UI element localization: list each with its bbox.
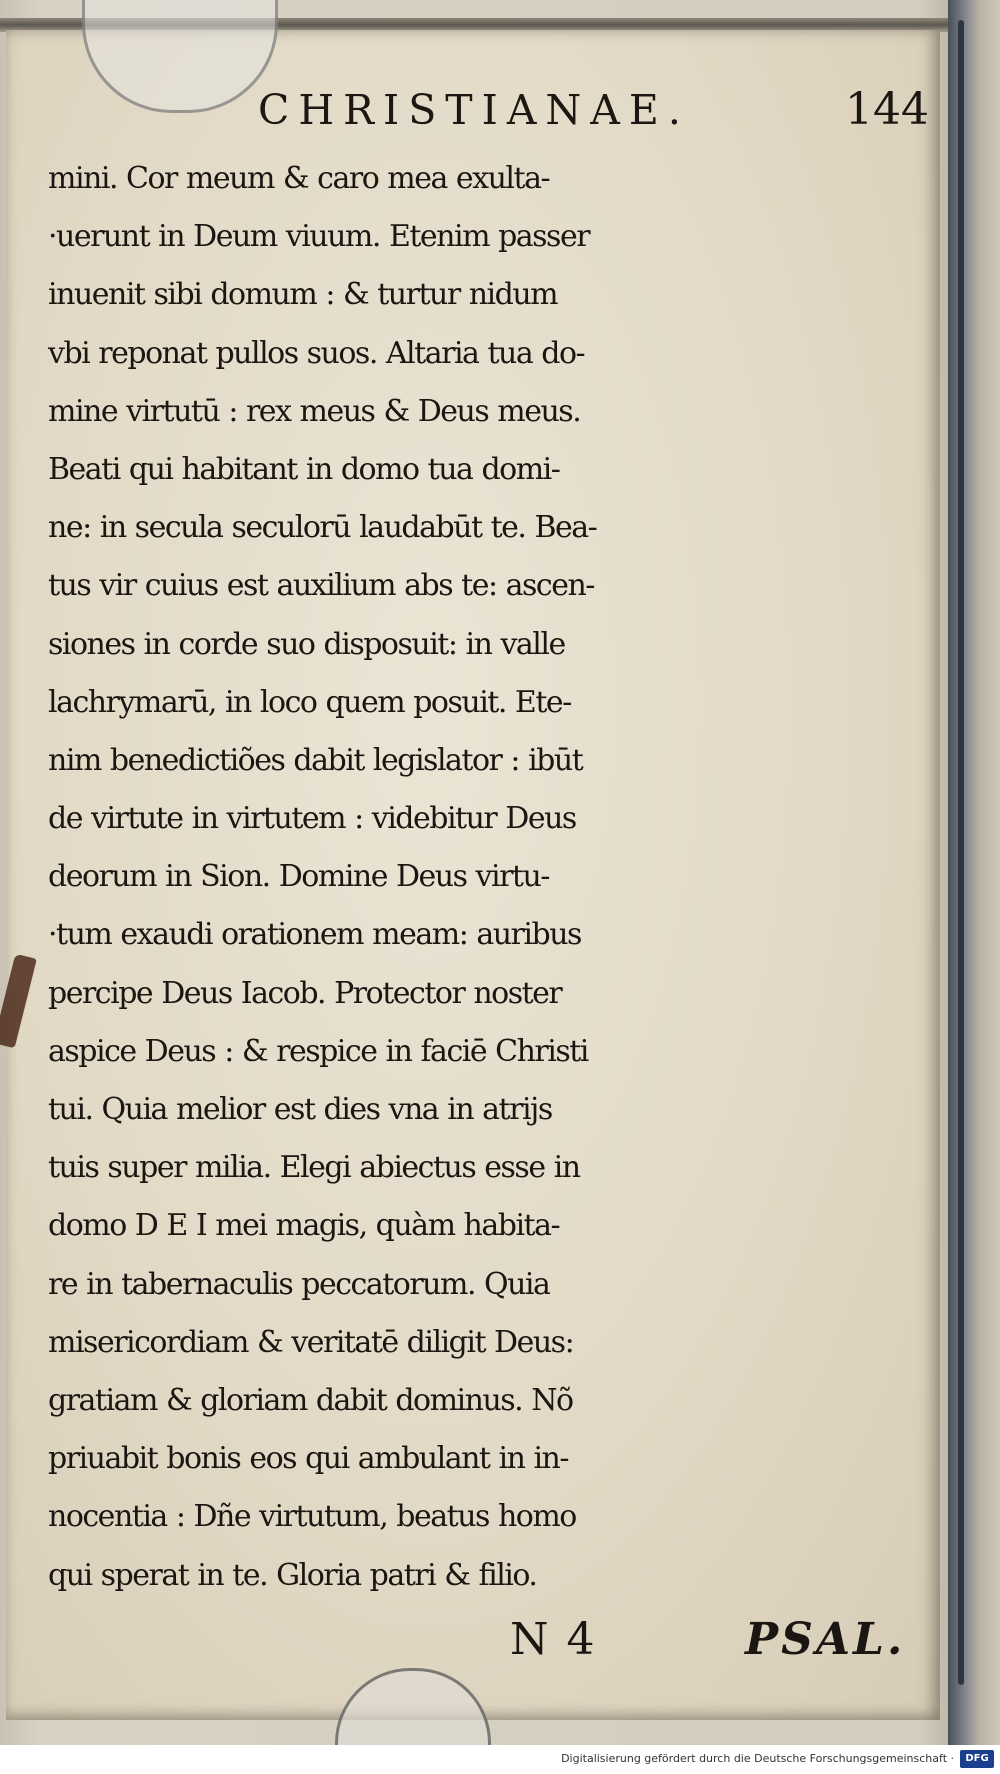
text-line: domo D E I mei magis, quàm habita- <box>48 1208 560 1244</box>
page-number: 144 <box>845 84 929 135</box>
running-head <box>0 80 1000 140</box>
text-line: vbi reponat pullos suos. Altaria tua do- <box>48 335 585 371</box>
text-line: qui sperat in te. Gloria patri & filio. <box>48 1557 537 1593</box>
text-line: Beati qui habitant in domo tua domi- <box>48 451 560 487</box>
body-text <box>48 150 938 1605</box>
text-line: ne: in secula seculorū laudabūt te. Bea- <box>48 510 597 546</box>
text-line: tui. Quia melior est dies vna in atrijs <box>48 1092 552 1127</box>
text-line: siones in corde suo disposuit: in valle <box>48 626 565 662</box>
running-title: CHRISTIANAE. <box>258 86 690 134</box>
text-line: lachrymarū, in loco quem posuit. Ete- <box>48 684 571 720</box>
text-line: inuenit sibi domum : & turtur nidum <box>48 277 558 313</box>
text-line: priuabit bonis eos qui ambulant in in- <box>48 1441 569 1477</box>
dfg-logo: DFG <box>960 1750 994 1768</box>
text-line: ·tum exaudi orationem meam: auribus <box>48 917 581 953</box>
text-line: deorum in Sion. Domine Deus virtu- <box>48 859 549 895</box>
signature-line <box>0 1610 1000 1670</box>
text-line: gratiam & gloriam dabit dominus. Nõ <box>48 1382 573 1418</box>
signature-mark: N 4 <box>510 1614 597 1665</box>
text-line: mini. Cor meum & caro mea exulta- <box>48 161 550 196</box>
book-binding-edge <box>948 0 1000 1745</box>
text-line: percipe Deus Iacob. Protector noster <box>48 975 562 1011</box>
text-line: nim benedictiões dabit legislator : ibūt <box>48 742 583 778</box>
text-line: nocentia : Dñe virtutum, beatus homo <box>48 1499 576 1535</box>
digitization-footer <box>0 1745 1000 1774</box>
funding-credit: Digitalisierung gefördert durch die Deutsche Forschungsgemeinschaft · <box>561 1752 954 1765</box>
text-line: ·uerunt in Deum viuum. Etenim passer <box>48 219 590 255</box>
text-line: misericordiam & veritatē diligit Deus: <box>48 1324 574 1360</box>
text-line: re in tabernaculis peccatorum. Quia <box>48 1266 550 1302</box>
catchword: PSAL. <box>745 1614 906 1665</box>
text-line: tuis super milia. Elegi abiectus esse in <box>48 1150 580 1186</box>
text-line: de virtute in virtutem : videbitur Deus <box>48 801 576 837</box>
text-line: mine virtutū : rex meus & Deus meus. <box>48 393 581 429</box>
text-line: tus vir cuius est auxilium abs te: ascen- <box>48 568 594 604</box>
text-line: aspice Deus : & respice in faciē Christi <box>48 1033 588 1069</box>
